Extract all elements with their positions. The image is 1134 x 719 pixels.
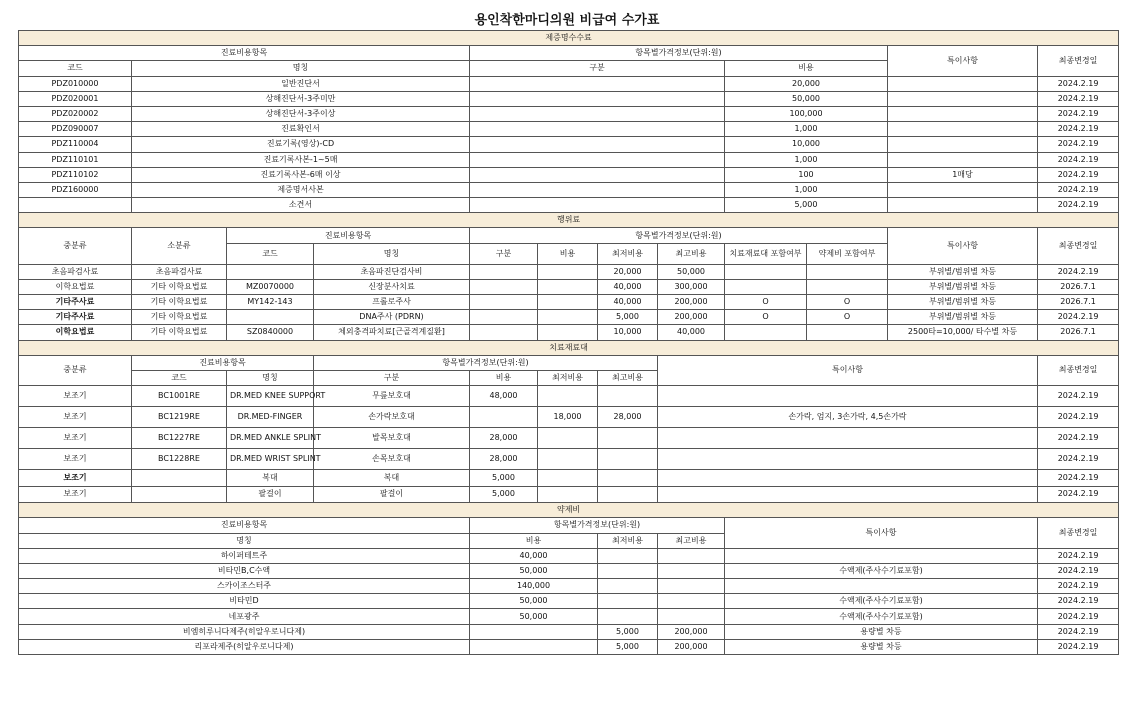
cell-name: 진료기록(영상)-CD [132, 137, 470, 152]
cell-date: 2024.2.19 [1038, 167, 1119, 182]
cell-min: 5,000 [598, 310, 658, 325]
cell-type: 손가락보호대 [314, 407, 470, 428]
group-header-price: 항목별가격정보(단위:원) [470, 46, 888, 61]
table-row [19, 609, 1119, 624]
cell-note [658, 449, 1038, 470]
cell-date: 2024.2.19 [1038, 152, 1119, 167]
cell-code: BC1219RE [132, 407, 227, 428]
group-header-item: 진료비용항목 [19, 518, 470, 533]
cell-max: 28,000 [598, 407, 658, 428]
col-header-code: 코드 [132, 370, 227, 385]
table-row [19, 264, 1119, 279]
col-header-type: 구분 [314, 370, 470, 385]
group-header-price: 항목별가격정보(단위:원) [470, 518, 725, 533]
col-header-type: 구분 [470, 61, 725, 76]
cell-drug [807, 325, 888, 340]
cell-name: 스카이조스터주 [19, 579, 470, 594]
cell-max [658, 563, 725, 578]
fee-table [18, 30, 1119, 655]
cell-date: 2024.2.19 [1038, 609, 1119, 624]
cell-type: 복대 [314, 470, 470, 487]
cell-type: 팔걸이 [314, 486, 470, 503]
cell-cost [470, 624, 598, 639]
cell-material: O [725, 310, 807, 325]
cell-min: 20,000 [598, 264, 658, 279]
cell-date: 2024.2.19 [1038, 182, 1119, 197]
cell-type [470, 137, 725, 152]
cell-major: 이학요법료 [19, 279, 132, 294]
cell-min: 5,000 [598, 624, 658, 639]
cell-code [132, 470, 227, 487]
col-header-max: 최고비용 [658, 243, 725, 264]
cell-minor: 기타 이학요법료 [132, 295, 227, 310]
cell-code [132, 486, 227, 503]
cell-code: PDZ020002 [19, 106, 132, 121]
table-row [19, 152, 1119, 167]
cell-max [598, 449, 658, 470]
cell-cost [538, 295, 598, 310]
cell-major: 보조기 [19, 449, 132, 470]
cell-name: 하이퍼테트주 [19, 548, 470, 563]
cell-date: 2024.2.19 [1038, 428, 1119, 449]
col-header-drug: 약제비 포함여부 [807, 243, 888, 264]
col-header-min: 최저비용 [598, 243, 658, 264]
cell-drug: O [807, 310, 888, 325]
col-header-note: 특이사항 [888, 228, 1038, 264]
cell-min: 18,000 [538, 407, 598, 428]
cell-name: 진료기록사본-6매 이상 [132, 167, 470, 182]
cell-name: 소견서 [132, 198, 470, 213]
cell-name: 신장분사치료 [314, 279, 470, 294]
table-row [19, 106, 1119, 121]
cell-cost: 1,000 [725, 152, 888, 167]
cell-note: 부위별/범위별 차등 [888, 310, 1038, 325]
col-header-minor: 소분류 [132, 228, 227, 264]
cell-cost [538, 264, 598, 279]
cell-min: 40,000 [598, 295, 658, 310]
cell-type [470, 279, 538, 294]
table-row [19, 579, 1119, 594]
cell-max [598, 428, 658, 449]
col-header-cost: 비용 [725, 61, 888, 76]
cell-date: 2024.2.19 [1038, 386, 1119, 407]
cell-code: PDZ090007 [19, 122, 132, 137]
cell-max [658, 548, 725, 563]
table-row [19, 428, 1119, 449]
cell-note: 1매당 [888, 167, 1038, 182]
cell-note: 수액제(주사수기료포함) [725, 594, 1038, 609]
cell-note: 부위별/범위별 차등 [888, 295, 1038, 310]
cell-name: 일반진단서 [132, 76, 470, 91]
cell-type [470, 91, 725, 106]
cell-cost: 28,000 [470, 428, 538, 449]
cell-note: 수액제(주사수기료포함) [725, 563, 1038, 578]
cell-min [538, 449, 598, 470]
table-row [19, 548, 1119, 563]
col-header-code: 코드 [19, 61, 132, 76]
cell-max: 200,000 [658, 310, 725, 325]
cell-date: 2024.2.19 [1038, 548, 1119, 563]
section-band-materials: 치료재료대 [19, 340, 1119, 355]
cell-name: DR.MED ANKLE SPLINT [227, 428, 314, 449]
cell-major: 기타주사료 [19, 295, 132, 310]
cell-name: 체외충격파치료[근골격계질환] [314, 325, 470, 340]
cell-cost: 40,000 [470, 548, 598, 563]
cell-cost: 5,000 [470, 486, 538, 503]
cell-type [470, 310, 538, 325]
cell-note [658, 428, 1038, 449]
cell-material [725, 264, 807, 279]
group-header-price: 항목별가격정보(단위:원) [470, 228, 888, 243]
table-row [19, 486, 1119, 503]
cell-cost [538, 325, 598, 340]
cell-type [470, 264, 538, 279]
cell-minor: 기타 이학요법료 [132, 325, 227, 340]
cell-type: 손목보호대 [314, 449, 470, 470]
cell-note [658, 386, 1038, 407]
cell-max [658, 594, 725, 609]
cell-name: DR.MED WRIST SPLINT [227, 449, 314, 470]
cell-name: 상해진단서-3주이상 [132, 106, 470, 121]
cell-material [725, 325, 807, 340]
cell-material: O [725, 295, 807, 310]
cell-name: 리포라제주(히알우로니다제) [19, 639, 470, 654]
cell-cost: 5,000 [725, 198, 888, 213]
cell-name: 초음파진단검사비 [314, 264, 470, 279]
cell-minor: 기타 이학요법료 [132, 279, 227, 294]
cell-cost: 10,000 [725, 137, 888, 152]
table-row [19, 137, 1119, 152]
cell-type [470, 295, 538, 310]
cell-cost: 1,000 [725, 122, 888, 137]
table-row [19, 449, 1119, 470]
col-header-code: 코드 [227, 243, 314, 264]
cell-major: 보조기 [19, 386, 132, 407]
col-header-max: 최고비용 [598, 370, 658, 385]
table-row [19, 310, 1119, 325]
cell-max [598, 386, 658, 407]
group-header-item: 진료비용항목 [227, 228, 470, 243]
cell-name: 진료기록사본-1~5매 [132, 152, 470, 167]
cell-cost: 5,000 [470, 470, 538, 487]
table-row [19, 386, 1119, 407]
cell-cost: 48,000 [470, 386, 538, 407]
cell-minor: 기타 이학요법료 [132, 310, 227, 325]
group-header-price: 항목별가격정보(단위:원) [314, 355, 658, 370]
cell-type [470, 122, 725, 137]
cell-type [470, 152, 725, 167]
cell-name: 팔걸이 [227, 486, 314, 503]
cell-cost: 50,000 [470, 563, 598, 578]
col-header-cost: 비용 [538, 243, 598, 264]
cell-note: 부위별/범위별 차등 [888, 264, 1038, 279]
cell-cost [538, 310, 598, 325]
cell-name: 비엠히루니다제주(히알우로니다제) [19, 624, 470, 639]
cell-date: 2024.2.19 [1038, 264, 1119, 279]
cell-min [538, 428, 598, 449]
group-header-item: 진료비용항목 [132, 355, 314, 370]
cell-type: 무릎보호대 [314, 386, 470, 407]
cell-note [888, 137, 1038, 152]
cell-name: 비타민B,C수액 [19, 563, 470, 578]
section-band-procedures: 행위료 [19, 213, 1119, 228]
cell-type [470, 182, 725, 197]
col-header-min: 최저비용 [598, 533, 658, 548]
cell-min [598, 579, 658, 594]
cell-min [538, 486, 598, 503]
cell-date: 2024.2.19 [1038, 137, 1119, 152]
table-row [19, 198, 1119, 213]
cell-max [598, 486, 658, 503]
cell-code: PDZ110004 [19, 137, 132, 152]
col-header-note: 특이사항 [658, 355, 1038, 385]
cell-note [888, 106, 1038, 121]
cell-cost [470, 639, 598, 654]
cell-max: 200,000 [658, 624, 725, 639]
cell-note: 용량별 차등 [725, 624, 1038, 639]
col-header-max: 최고비용 [658, 533, 725, 548]
col-header-cost: 비용 [470, 533, 598, 548]
table-row [19, 295, 1119, 310]
cell-date: 2024.2.19 [1038, 470, 1119, 487]
cell-cost: 50,000 [470, 609, 598, 624]
cell-code [227, 264, 314, 279]
cell-cost: 50,000 [725, 91, 888, 106]
cell-max [658, 579, 725, 594]
cell-date: 2024.2.19 [1038, 122, 1119, 137]
col-header-major: 중분류 [19, 228, 132, 264]
col-header-min: 최저비용 [538, 370, 598, 385]
col-header-name: 명칭 [132, 61, 470, 76]
cell-max: 40,000 [658, 325, 725, 340]
cell-cost: 50,000 [470, 594, 598, 609]
cell-max [658, 609, 725, 624]
group-header-item: 진료비용항목 [19, 46, 470, 61]
table-row [19, 76, 1119, 91]
cell-code: BC1001RE [132, 386, 227, 407]
cell-cost: 1,000 [725, 182, 888, 197]
cell-cost: 100 [725, 167, 888, 182]
cell-cost: 28,000 [470, 449, 538, 470]
cell-note: 수액제(주사수기료포함) [725, 609, 1038, 624]
col-header-date: 최종변경일 [1038, 355, 1119, 385]
cell-minor: 초음파검사료 [132, 264, 227, 279]
cell-type [470, 76, 725, 91]
col-header-cost: 비용 [470, 370, 538, 385]
cell-name: DR.MED KNEE SUPPORT [227, 386, 314, 407]
cell-min [598, 563, 658, 578]
cell-cost: 100,000 [725, 106, 888, 121]
table-row [19, 624, 1119, 639]
cell-name: 상해진단서-3주미만 [132, 91, 470, 106]
cell-name: 복대 [227, 470, 314, 487]
cell-major: 보조기 [19, 407, 132, 428]
cell-major: 보조기 [19, 428, 132, 449]
cell-max: 50,000 [658, 264, 725, 279]
col-header-name: 명칭 [227, 370, 314, 385]
cell-code: PDZ110101 [19, 152, 132, 167]
col-header-material: 치료재료대 포함여부 [725, 243, 807, 264]
cell-name: 비타민D [19, 594, 470, 609]
cell-date: 2026.7.1 [1038, 295, 1119, 310]
cell-date: 2024.2.19 [1038, 486, 1119, 503]
cell-note [658, 470, 1038, 487]
cell-min: 10,000 [598, 325, 658, 340]
cell-date: 2024.2.19 [1038, 310, 1119, 325]
cell-type [470, 167, 725, 182]
cell-major: 기타주사료 [19, 310, 132, 325]
cell-max [598, 470, 658, 487]
cell-note [888, 198, 1038, 213]
cell-name: DNA주사 (PDRN) [314, 310, 470, 325]
table-row [19, 91, 1119, 106]
cell-date: 2024.2.19 [1038, 198, 1119, 213]
cell-cost [470, 407, 538, 428]
cell-date: 2024.2.19 [1038, 407, 1119, 428]
cell-major: 이학요법료 [19, 325, 132, 340]
cell-cost: 140,000 [470, 579, 598, 594]
cell-code [227, 310, 314, 325]
cell-note: 2500타=10,000/ 타수별 차등 [888, 325, 1038, 340]
cell-note [888, 182, 1038, 197]
cell-name: DR.MED-FINGER [227, 407, 314, 428]
cell-note [888, 152, 1038, 167]
col-header-name: 명칭 [314, 243, 470, 264]
cell-code: PDZ110102 [19, 167, 132, 182]
cell-code [19, 198, 132, 213]
cell-name: 제증명서사본 [132, 182, 470, 197]
cell-code: MZ0070000 [227, 279, 314, 294]
table-row [19, 407, 1119, 428]
col-header-major: 중분류 [19, 355, 132, 385]
col-header-date: 최종변경일 [1038, 46, 1119, 76]
cell-min [538, 470, 598, 487]
cell-code: PDZ160000 [19, 182, 132, 197]
cell-date: 2024.2.19 [1038, 594, 1119, 609]
cell-type [470, 325, 538, 340]
cell-cost: 20,000 [725, 76, 888, 91]
cell-type [470, 198, 725, 213]
cell-note [888, 122, 1038, 137]
cell-note: 손가락, 엄지, 3손가락, 4,5손가락 [658, 407, 1038, 428]
cell-max: 200,000 [658, 295, 725, 310]
cell-max: 200,000 [658, 639, 725, 654]
cell-note [725, 548, 1038, 563]
cell-date: 2024.2.19 [1038, 91, 1119, 106]
col-header-date: 최종변경일 [1038, 228, 1119, 264]
cell-material [725, 279, 807, 294]
cell-max: 300,000 [658, 279, 725, 294]
cell-code: BC1228RE [132, 449, 227, 470]
cell-name: 네포광주 [19, 609, 470, 624]
cell-cost [538, 279, 598, 294]
cell-code: BC1227RE [132, 428, 227, 449]
section-band-certificates: 제증명수수료 [19, 31, 1119, 46]
table-row [19, 470, 1119, 487]
cell-name: 프롤로주사 [314, 295, 470, 310]
page-title: 용인착한마디의원 비급여 수가표 [474, 13, 660, 28]
table-row [19, 325, 1119, 340]
cell-date: 2026.7.1 [1038, 279, 1119, 294]
cell-note [658, 486, 1038, 503]
cell-min [538, 386, 598, 407]
cell-note [725, 579, 1038, 594]
cell-date: 2024.2.19 [1038, 579, 1119, 594]
table-row [19, 182, 1119, 197]
col-header-type: 구분 [470, 243, 538, 264]
cell-code: MY142-143 [227, 295, 314, 310]
cell-note: 부위별/범위별 차등 [888, 279, 1038, 294]
cell-code: PDZ020001 [19, 91, 132, 106]
table-row [19, 122, 1119, 137]
col-header-date: 최종변경일 [1038, 518, 1119, 548]
cell-code: PDZ010000 [19, 76, 132, 91]
table-row [19, 279, 1119, 294]
cell-date: 2024.2.19 [1038, 563, 1119, 578]
cell-date: 2024.2.19 [1038, 76, 1119, 91]
cell-note: 용량별 차등 [725, 639, 1038, 654]
col-header-note: 특이사항 [888, 46, 1038, 76]
table-row [19, 594, 1119, 609]
cell-note [888, 91, 1038, 106]
cell-drug [807, 279, 888, 294]
cell-date: 2024.2.19 [1038, 639, 1119, 654]
cell-min [598, 609, 658, 624]
cell-drug: O [807, 295, 888, 310]
cell-date: 2026.7.1 [1038, 325, 1119, 340]
table-row [19, 639, 1119, 654]
cell-drug [807, 264, 888, 279]
col-header-note: 특이사항 [725, 518, 1038, 548]
table-row [19, 563, 1119, 578]
cell-min: 40,000 [598, 279, 658, 294]
cell-major: 초음파검사료 [19, 264, 132, 279]
cell-code: SZ0840000 [227, 325, 314, 340]
cell-date: 2024.2.19 [1038, 106, 1119, 121]
cell-major: 보조기 [19, 470, 132, 487]
cell-min: 5,000 [598, 639, 658, 654]
cell-type [470, 106, 725, 121]
cell-min [598, 548, 658, 563]
cell-type: 발목보호대 [314, 428, 470, 449]
cell-major: 보조기 [19, 486, 132, 503]
section-band-drugs: 약제비 [19, 503, 1119, 518]
cell-date: 2024.2.19 [1038, 624, 1119, 639]
cell-name: 진료확인서 [132, 122, 470, 137]
cell-note [888, 76, 1038, 91]
cell-min [598, 594, 658, 609]
col-header-name: 명칭 [19, 533, 470, 548]
cell-date: 2024.2.19 [1038, 449, 1119, 470]
table-row [19, 167, 1119, 182]
